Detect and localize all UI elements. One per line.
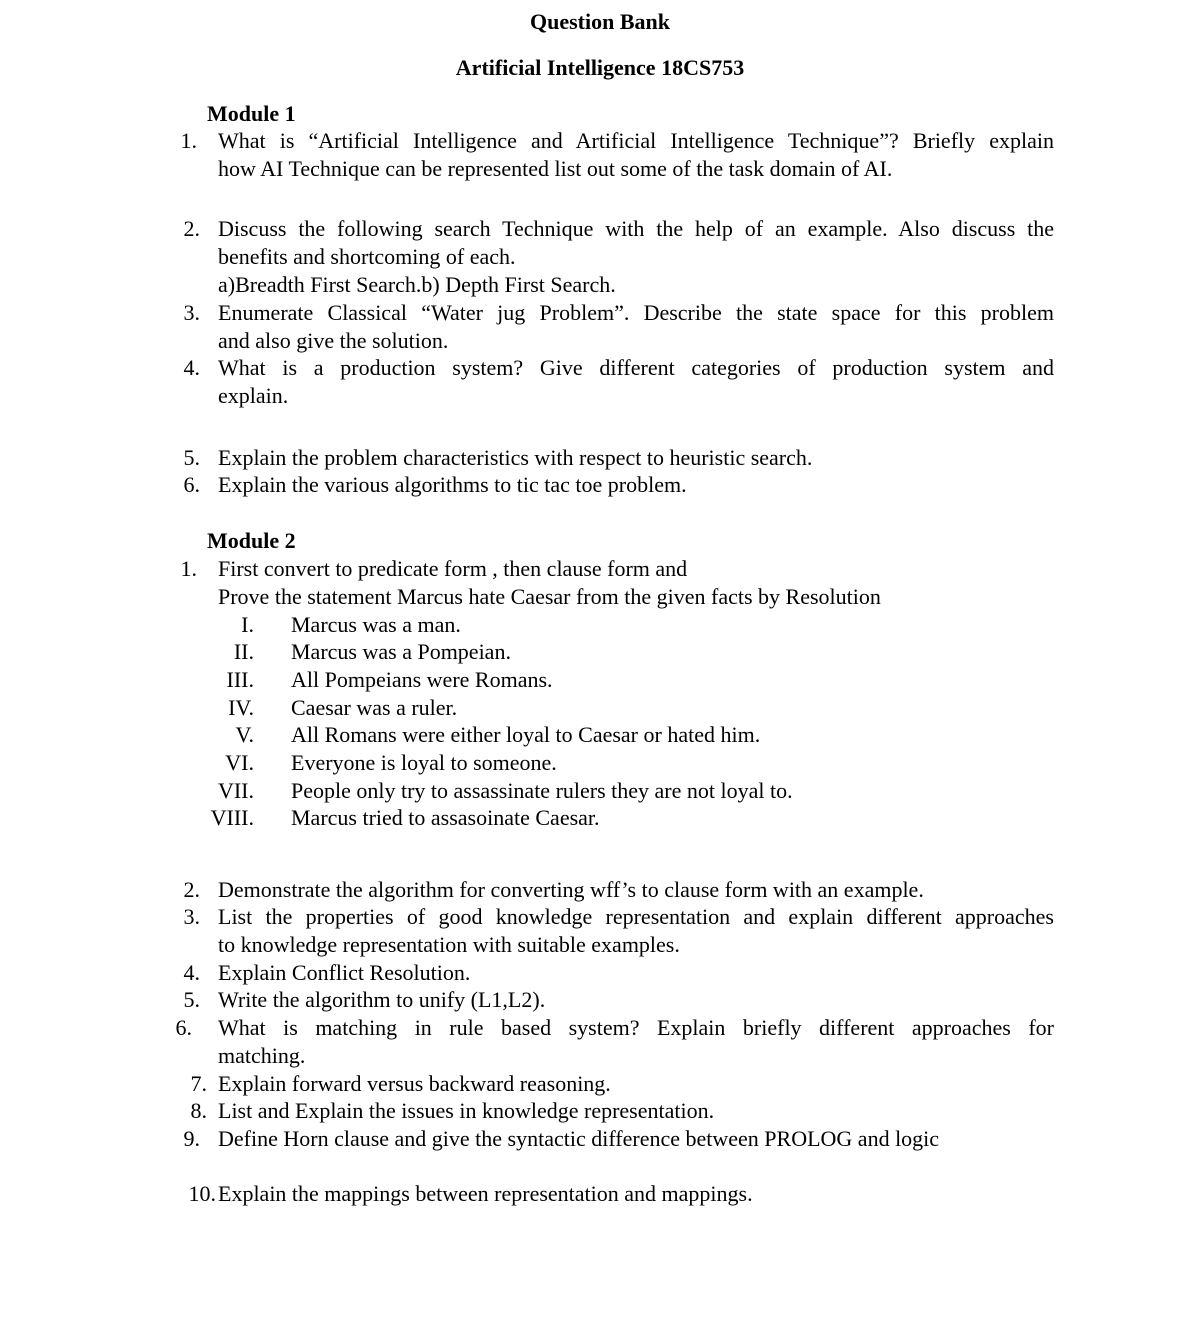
fact-number: V.: [235, 722, 254, 747]
question-number: 2.: [183, 877, 200, 902]
question-text-line: a)Breadth First Search.b) Depth First Search.: [218, 272, 616, 297]
fact-text: Marcus was a Pompeian.: [291, 639, 511, 664]
fact-number: III.: [226, 667, 254, 692]
fact-number: VII.: [217, 778, 254, 803]
module-2-heading: Module 2: [207, 528, 296, 553]
question-text-line: Explain the problem characteristics with respect to heuristic search.: [218, 445, 813, 470]
question-number: 3.: [183, 904, 200, 929]
fact-text: All Pompeians were Romans.: [291, 667, 553, 692]
document-subtitle: Artificial Intelligence 18CS753: [455, 55, 745, 80]
question-text-line: What is matching in rule based system? Explain briefly different approaches for: [218, 1015, 1054, 1040]
question-text-line: Define Horn clause and give the syntactic difference between PROLOG and logic: [218, 1126, 940, 1151]
question-text-line: Enumerate Classical “Water jug Problem”. Describe the state space for this problem: [218, 300, 1054, 325]
question-text-line: benefits and shortcoming of each.: [218, 244, 516, 269]
module-1-heading: Module 1: [207, 101, 296, 126]
question-text-line: Prove the statement Marcus hate Caesar from the given facts by Resolution: [218, 584, 881, 609]
question-text-line: Explain forward versus backward reasoning.: [218, 1071, 611, 1096]
fact-text: Marcus was a man.: [291, 612, 461, 637]
question-text-line: and also give the solution.: [218, 328, 449, 353]
question-number: 5.: [183, 445, 200, 470]
fact-text: All Romans were either loyal to Caesar or hated him.: [291, 722, 761, 747]
question-text-line: Explain the mappings between representation and mappings.: [218, 1181, 753, 1206]
question-text-line: Demonstrate the algorithm for converting wff’s to clause form with an example.: [218, 877, 924, 902]
question-number: 5.: [183, 987, 200, 1012]
question-number: 6.: [183, 472, 200, 497]
fact-text: Marcus tried to assasoinate Caesar.: [291, 805, 600, 830]
question-number: 2.: [183, 216, 200, 241]
question-number: 7.: [190, 1071, 207, 1096]
fact-number: VIII.: [210, 805, 254, 830]
question-number: 1.: [180, 556, 197, 581]
fact-text: Everyone is loyal to someone.: [291, 750, 557, 775]
question-number: 10.: [188, 1181, 216, 1206]
question-number: 8.: [190, 1098, 207, 1123]
question-text-line: List the properties of good knowledge representation and explain different approaches: [218, 904, 1054, 929]
fact-number: VI.: [225, 750, 254, 775]
question-text-line: What is “Artificial Intelligence and Artificial Intelligence Technique”? Briefly explain: [218, 128, 1054, 153]
question-text-line: Discuss the following search Technique with the help of an example. Also discuss the: [218, 216, 1054, 241]
question-text-line: Explain the various algorithms to tic tac toe problem.: [218, 472, 687, 497]
fact-text: People only try to assassinate rulers they are not loyal to.: [291, 778, 793, 803]
question-number: 3.: [183, 300, 200, 325]
question-number: 6.: [175, 1015, 192, 1040]
fact-number: IV.: [228, 695, 254, 720]
question-number: 1.: [180, 128, 197, 153]
question-text-line: how AI Technique can be represented list out some of the task domain of AI.: [218, 156, 893, 181]
question-text-line: Explain Conflict Resolution.: [218, 960, 471, 985]
question-text-line: First convert to predicate form , then clause form and: [218, 556, 688, 581]
fact-number: I.: [241, 612, 254, 637]
question-text-line: Write the algorithm to unify (L1,L2).: [218, 987, 546, 1012]
question-text-line: List and Explain the issues in knowledge representation.: [218, 1098, 715, 1123]
question-text-line: What is a production system? Give different categories of production system and: [218, 355, 1054, 380]
question-number: 4.: [183, 960, 200, 985]
document-title: Question Bank: [530, 9, 670, 34]
question-text-line: matching.: [218, 1043, 306, 1068]
fact-number: II.: [233, 639, 254, 664]
question-text-line: to knowledge representation with suitable examples.: [218, 932, 680, 957]
question-number: 4.: [183, 355, 200, 380]
fact-text: Caesar was a ruler.: [291, 695, 458, 720]
question-number: 9.: [183, 1126, 200, 1151]
question-text-line: explain.: [218, 383, 289, 408]
